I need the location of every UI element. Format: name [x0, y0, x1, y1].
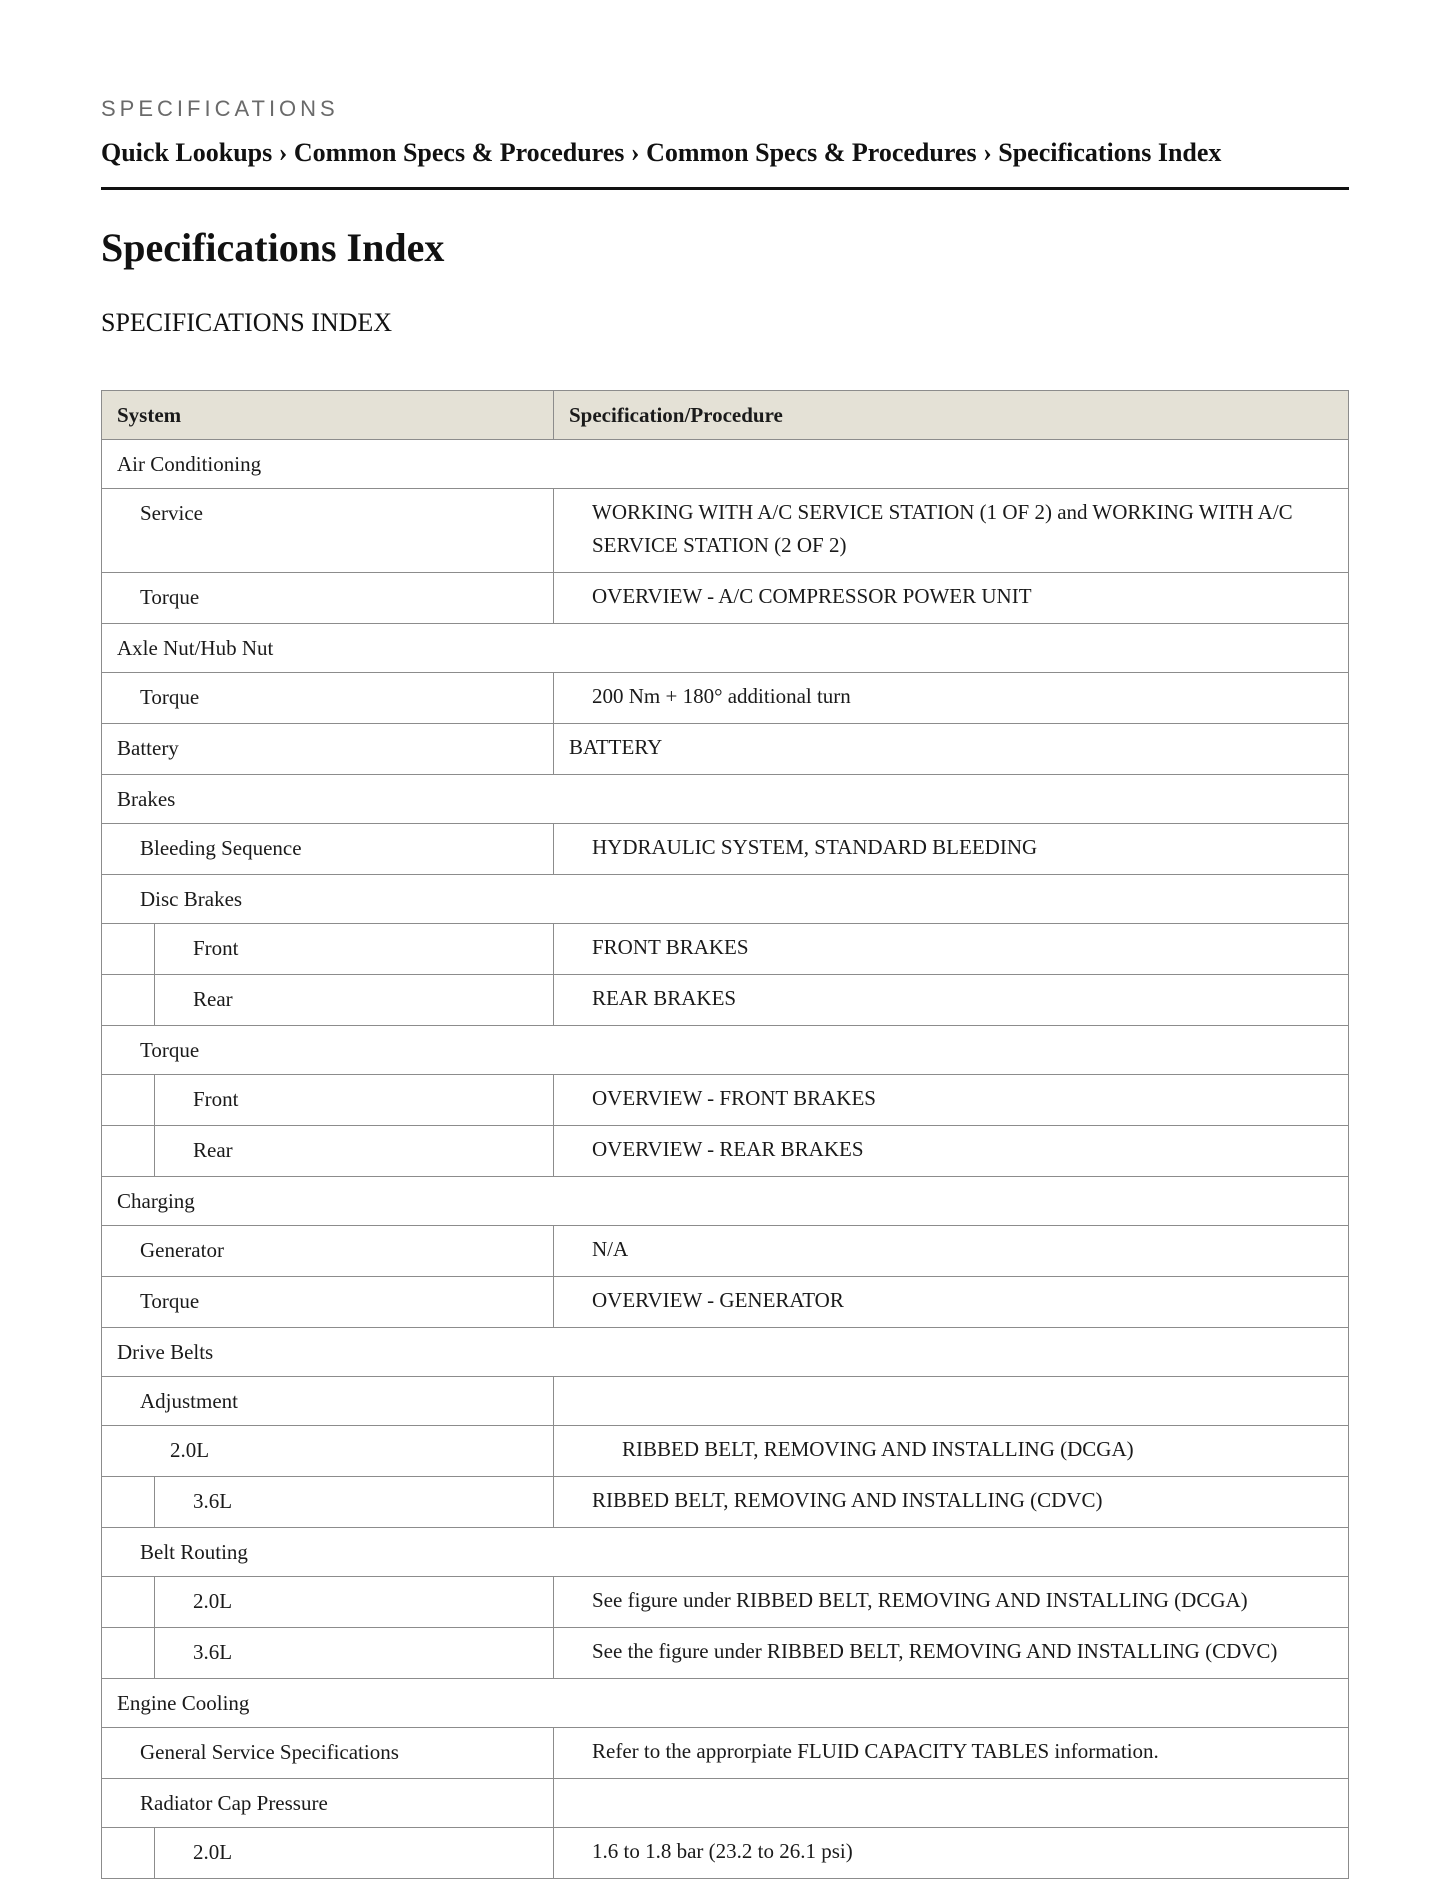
- spec-value: N/A: [592, 1237, 629, 1261]
- header-divider: [101, 187, 1349, 190]
- system-label: Radiator Cap Pressure: [140, 1791, 328, 1815]
- table-row: [102, 573, 1349, 624]
- system-label: Adjustment: [140, 1389, 238, 1413]
- spec-link[interactable]: OVERVIEW - FRONT BRAKES: [592, 1086, 876, 1110]
- table-row: [102, 624, 1349, 673]
- system-label: 2.0L: [170, 1438, 210, 1462]
- system-group-label: Charging: [117, 1189, 195, 1213]
- table-row: [102, 673, 1349, 724]
- spec-value: 1.6 to 1.8 bar (23.2 to 26.1 psi): [592, 1839, 853, 1863]
- column-header-specification: Specification/Procedure: [554, 391, 1349, 440]
- system-label: Torque: [140, 1289, 200, 1313]
- spec-link[interactable]: BATTERY: [569, 735, 663, 759]
- system-label: Front: [193, 936, 239, 960]
- table-row: [102, 775, 1349, 824]
- table-row: [102, 1177, 1349, 1226]
- table-row: [102, 875, 1349, 924]
- spec-link[interactable]: WORKING WITH A/C SERVICE STATION (1 OF 2) and WORKING WITH A/C SERVICE STATION (2 OF 2): [592, 500, 1293, 557]
- table-row: [102, 1026, 1349, 1075]
- system-label: Generator: [140, 1238, 224, 1262]
- system-group-label: Battery: [117, 736, 179, 760]
- system-label: 2.0L: [193, 1589, 233, 1613]
- table-row: [102, 975, 1349, 1026]
- system-group-label: Air Conditioning: [117, 452, 262, 476]
- spec-link[interactable]: FRONT BRAKES: [592, 935, 749, 959]
- system-group-label: Drive Belts: [117, 1340, 214, 1364]
- system-group-label: Brakes: [117, 787, 176, 811]
- table-row: [102, 1728, 1349, 1779]
- system-subgroup-label: Disc Brakes: [140, 887, 243, 911]
- system-subgroup-label: Torque: [140, 1038, 200, 1062]
- page-subtitle: SPECIFICATIONS INDEX: [101, 308, 393, 337]
- spec-link[interactable]: See figure under RIBBED BELT, REMOVING AND INSTALLING (DCGA): [592, 1588, 1248, 1612]
- system-label: 3.6L: [193, 1489, 233, 1513]
- system-label: Bleeding Sequence: [140, 836, 302, 860]
- spec-link[interactable]: RIBBED BELT, REMOVING AND INSTALLING (CDVC): [592, 1488, 1103, 1512]
- table-row: [102, 1528, 1349, 1577]
- table-row: [102, 924, 1349, 975]
- spec-link[interactable]: OVERVIEW - A/C COMPRESSOR POWER UNIT: [592, 584, 1032, 608]
- table-row: [102, 1277, 1349, 1328]
- table-row: [102, 1328, 1349, 1377]
- table-row: [102, 1477, 1349, 1528]
- spec-link[interactable]: HYDRAULIC SYSTEM, STANDARD BLEEDING: [592, 835, 1038, 859]
- table-row: [102, 1377, 1349, 1426]
- table-row: [102, 1628, 1349, 1679]
- table-row: [102, 1126, 1349, 1177]
- table-row: [102, 1828, 1349, 1879]
- table-row: [102, 1679, 1349, 1728]
- specifications-table: [101, 390, 1349, 1879]
- spec-link[interactable]: Refer to the approrpiate FLUID CAPACITY TABLES information.: [592, 1739, 1159, 1763]
- system-label: Service: [140, 501, 203, 525]
- table-row: [102, 1779, 1349, 1828]
- spec-link[interactable]: RIBBED BELT, REMOVING AND INSTALLING (DCGA): [622, 1437, 1134, 1461]
- spec-link[interactable]: REAR BRAKES: [592, 986, 737, 1010]
- system-label: 3.6L: [193, 1640, 233, 1664]
- breadcrumb: Quick Lookups › Common Specs & Procedures › Common Specs & Procedures › Specifications Index: [101, 138, 1222, 167]
- table-row: [102, 824, 1349, 875]
- table-row: [102, 1075, 1349, 1126]
- table-row: [102, 724, 1349, 775]
- table-header-row: [102, 391, 1349, 440]
- system-label: Torque: [140, 685, 200, 709]
- section-eyebrow: SPECIFICATIONS: [101, 96, 339, 121]
- spec-value: 200 Nm + 180° additional turn: [592, 684, 851, 708]
- system-label: General Service Specifications: [140, 1740, 399, 1764]
- system-label: Rear: [193, 987, 233, 1011]
- system-group-label: Engine Cooling: [117, 1691, 250, 1715]
- system-label: Front: [193, 1087, 239, 1111]
- table-row: [102, 440, 1349, 489]
- table-row: [102, 1426, 1349, 1477]
- system-group-label: Axle Nut/Hub Nut: [117, 636, 274, 660]
- table-row: [102, 1577, 1349, 1628]
- system-label: Rear: [193, 1138, 233, 1162]
- table-row: [102, 489, 1349, 573]
- spec-link[interactable]: OVERVIEW - GENERATOR: [592, 1288, 844, 1312]
- spec-link[interactable]: See the figure under RIBBED BELT, REMOVING AND INSTALLING (CDVC): [592, 1639, 1278, 1663]
- page-title: Specifications Index: [101, 225, 445, 270]
- column-header-system: System: [102, 391, 554, 440]
- spec-link[interactable]: OVERVIEW - REAR BRAKES: [592, 1137, 864, 1161]
- system-label: Torque: [140, 585, 200, 609]
- system-subgroup-label: Belt Routing: [140, 1540, 248, 1564]
- system-label: 2.0L: [193, 1840, 233, 1864]
- table-row: [102, 1226, 1349, 1277]
